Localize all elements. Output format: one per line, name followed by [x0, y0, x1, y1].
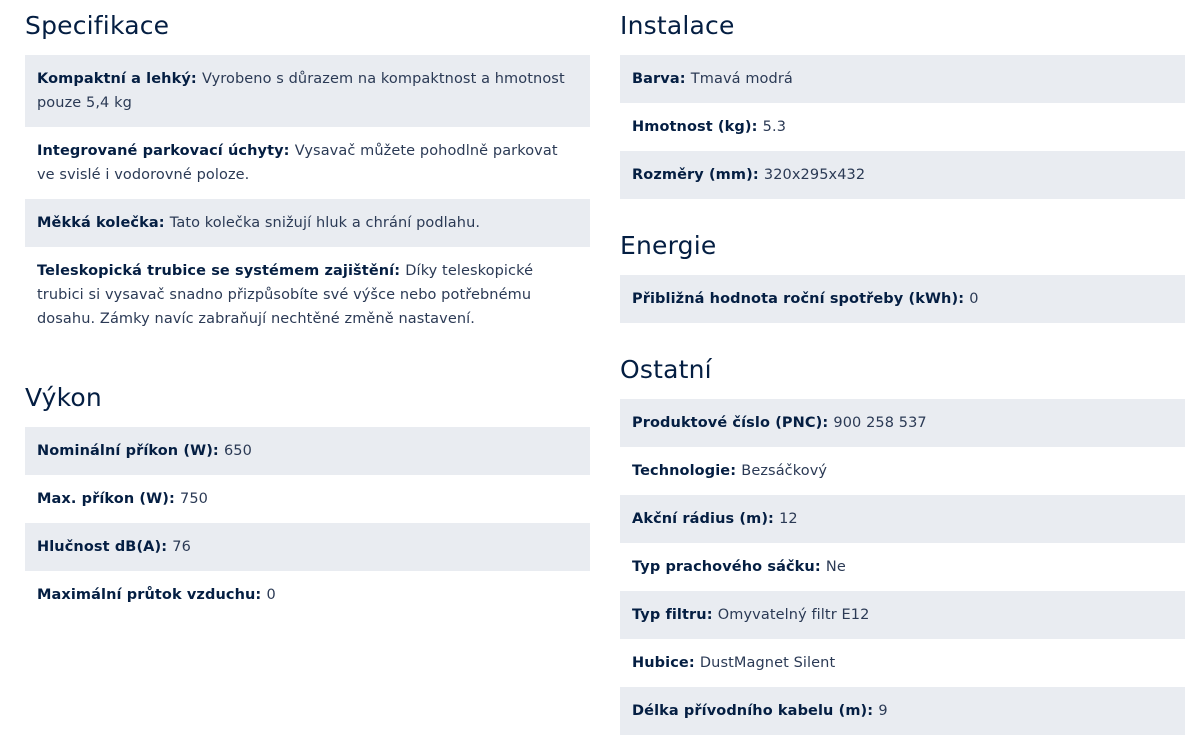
spec-key: Hlučnost dB(A): [37, 539, 173, 555]
spec-key: Nominální příkon (W): [37, 443, 224, 459]
spec-value: 320x295x432 [763, 167, 866, 183]
spec-key: Délka přívodního kabelu (m): [632, 703, 879, 719]
section-title-energie: Energie [620, 231, 717, 260]
spec-list-ostatni [620, 399, 1185, 735]
spec-row [620, 103, 1185, 151]
spec-row [25, 247, 590, 343]
spec-value: DustMagnet Silent [699, 655, 836, 671]
spec-value: 750 [180, 491, 208, 507]
spec-key: Teleskopická trubice se systémem zajištění: [37, 263, 406, 279]
spec-key: Přibližná hodnota roční spotřeby (kWh): [632, 291, 970, 307]
spec-key: Rozměry (mm): [632, 167, 764, 183]
spec-row [620, 543, 1185, 591]
left-column [25, 0, 590, 619]
spec-row [620, 495, 1185, 543]
spec-value: 12 [779, 511, 798, 527]
spec-value: Díky teleskopické trubici si vysavač snadno přizpůsobíte své výšce nebo potřebnému dosahu. Zámky navíc zabraňují nechtěné změně nastavení. [37, 263, 534, 327]
spec-key: Barva: [632, 71, 691, 87]
spec-row [25, 55, 590, 127]
spec-list-energie [620, 275, 1185, 323]
section-title-ostatni: Ostatní [620, 355, 712, 384]
spec-value: 0 [969, 291, 979, 307]
spec-key: Měkká kolečka: [37, 215, 170, 231]
spec-key: Hmotnost (kg): [632, 119, 763, 135]
right-column [620, 0, 1185, 735]
spec-row [620, 447, 1185, 495]
spec-value: Bezsáčkový [741, 463, 828, 479]
spec-value: Omyvatelný filtr E12 [717, 607, 870, 623]
spec-value: 5.3 [762, 119, 787, 135]
spec-key: Max. příkon (W): [37, 491, 181, 507]
spec-value: 76 [172, 539, 191, 555]
spec-row [620, 639, 1185, 687]
spec-value: 650 [223, 443, 252, 459]
spec-key: Integrované parkovací úchyty: [37, 143, 295, 159]
spec-row [25, 427, 590, 475]
spec-row [25, 475, 590, 523]
spec-value: 0 [266, 587, 276, 603]
spec-row [620, 275, 1185, 323]
spec-value: 9 [878, 703, 888, 719]
spec-value: 900 258 537 [833, 415, 927, 431]
spec-list-vykon [25, 427, 590, 619]
spec-key: Produktové číslo (PNC): [632, 415, 834, 431]
spec-list-specifikace [25, 55, 590, 343]
spec-list-instalace [620, 55, 1185, 199]
spec-row [620, 151, 1185, 199]
section-title-specifikace: Specifikace [25, 11, 170, 40]
spec-row [620, 687, 1185, 735]
spec-value: Vyrobeno s důrazem na kompaktnost a hmotnost pouze 5,4 kg [37, 71, 565, 111]
spec-row [25, 199, 590, 247]
spec-value: Vysavač můžete pohodlně parkovat ve svislé i vodorovné poloze. [37, 143, 558, 183]
spec-key: Technologie: [632, 463, 742, 479]
spec-value: Tato kolečka snižují hluk a chrání podlahu. [169, 215, 481, 231]
spec-row [25, 523, 590, 571]
spec-row [25, 571, 590, 619]
spec-key: Kompaktní a lehký: [37, 71, 202, 87]
spec-row [25, 127, 590, 199]
section-title-instalace: Instalace [620, 11, 735, 40]
spec-key: Akční rádius (m): [632, 511, 780, 527]
spec-row [620, 399, 1185, 447]
spec-key: Maximální průtok vzduchu: [37, 587, 267, 603]
spec-key: Typ prachového sáčku: [632, 559, 826, 575]
spec-row [620, 591, 1185, 639]
spec-value: Tmavá modrá [690, 71, 793, 87]
spec-row [620, 55, 1185, 103]
spec-value: Ne [825, 559, 846, 575]
section-title-vykon: Výkon [25, 383, 102, 412]
spec-key: Hubice: [632, 655, 700, 671]
spec-key: Typ filtru: [632, 607, 718, 623]
